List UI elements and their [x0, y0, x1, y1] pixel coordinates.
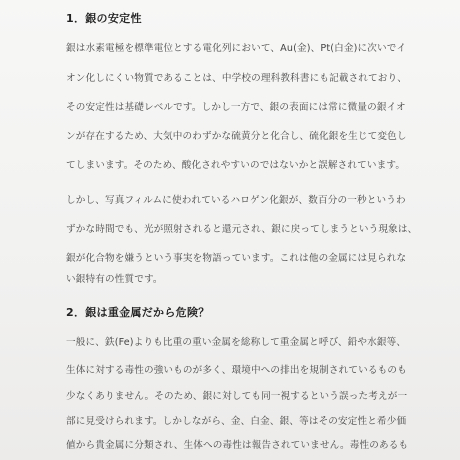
- text-line: しかし、写真フィルムに使われているハロゲン化銀が、数百分の一秒というわ: [66, 195, 406, 206]
- text-line: い銀特有の性質です。: [66, 274, 163, 285]
- text-line: ずかな時間でも、光が照射されると還元され、銀に戻ってしまうという現象は、: [66, 224, 418, 235]
- text-line: 銀が化合物を嫌うという事実を物語っています。これは他の金属には見られな: [66, 253, 407, 264]
- text-line: 値から貴金属に分類され、生体への毒性は報告されていません。毒性のあるも: [66, 440, 409, 451]
- text-line: 生体に対する毒性の強いものが多く、環境中への排出を規制されているものも: [66, 365, 407, 376]
- text-line: オン化しにくい物質であることは、中学校の理科教科書にも記載されており、: [66, 73, 408, 84]
- text-line: ンが存在するため、大気中のわずかな硫黄分と化合し、硫化銀を生じて変色し: [66, 131, 407, 142]
- section-heading-1: 1．銀の安定性: [66, 12, 142, 25]
- text-line: 銀は水素電極を標準電位とする電化列において、Au(金)、Pt(白金)に次いでイ: [66, 43, 407, 54]
- text-line: てしまいます。そのため、酸化されやすいのではないかと誤解されています。: [66, 160, 406, 171]
- text-line: 少なくありません。そのため、銀に対しても同一視するという誤った考えが一: [66, 391, 408, 402]
- text-line: その安定性は基礎レベルです。しかし一方で、銀の表面には常に微量の銀イオ: [66, 102, 406, 113]
- text-line: 一般に、鉄(Fe)よりも比重の重い金属を総称して重金属と呼び、鉛や水銀等、: [66, 337, 407, 348]
- section-heading-2: 2．銀は重金属だから危険？: [66, 306, 210, 319]
- text-line: 部に見受けられます。しかしながら、金、白金、銀、等はその安定性と希少価: [66, 416, 407, 427]
